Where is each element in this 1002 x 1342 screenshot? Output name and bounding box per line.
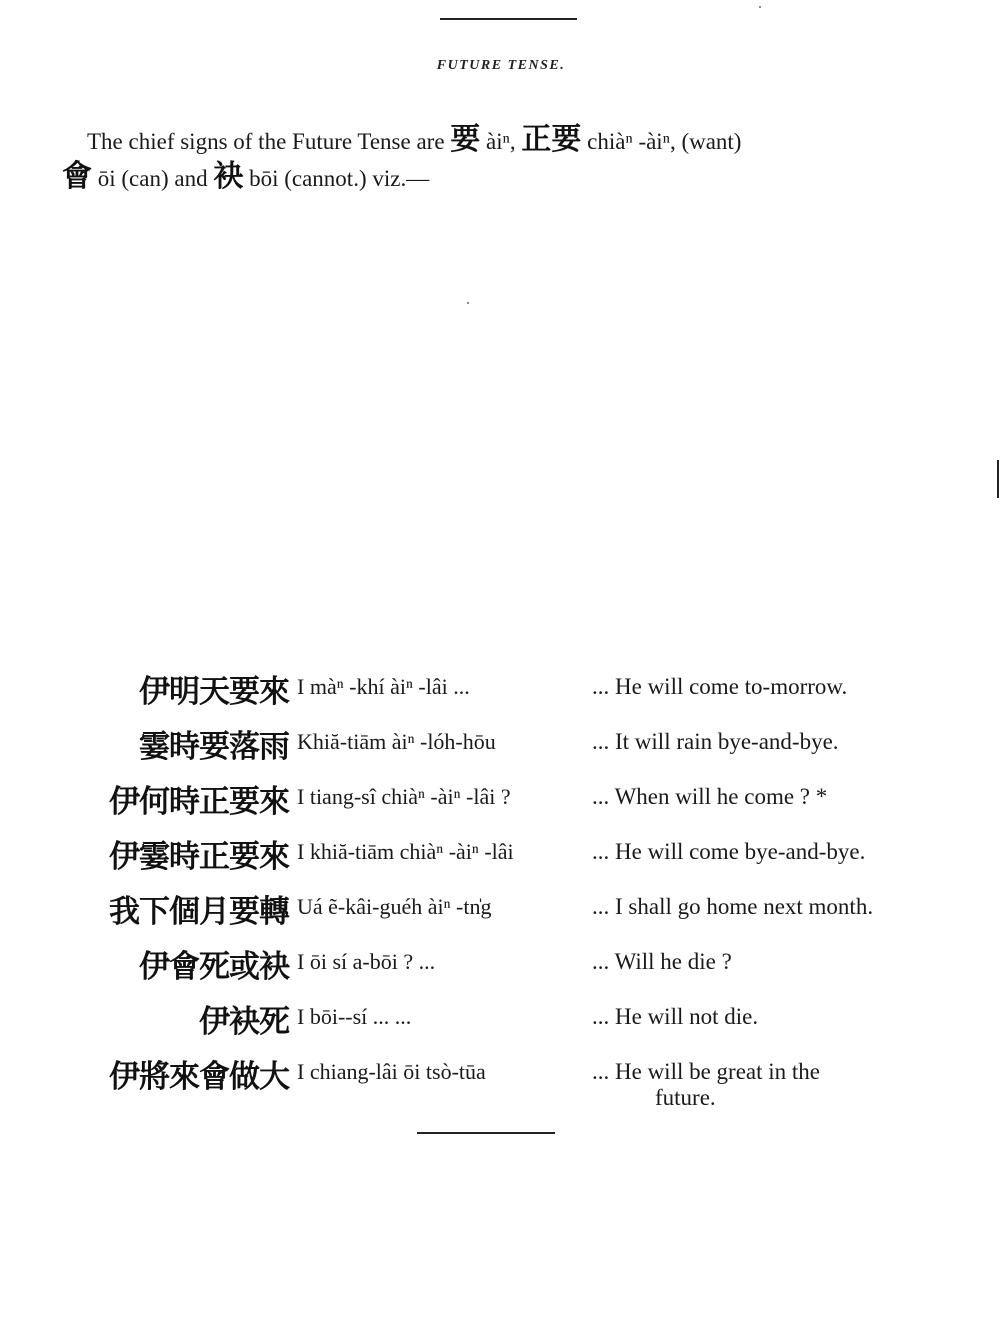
example-translation-text: ... Will he die ? — [592, 949, 732, 974]
example-chinese: 伊何時正要來 — [109, 784, 289, 820]
example-row — [0, 831, 1002, 886]
example-translation — [592, 784, 827, 810]
example-row — [0, 941, 1002, 996]
chinese-character: 會 — [62, 159, 92, 194]
example-translation — [592, 1004, 758, 1030]
example-translation-continuation: future. — [655, 1085, 716, 1110]
example-chinese: 霎時要落雨 — [139, 729, 289, 765]
example-translation-text: ... I shall go home next month. — [592, 894, 874, 919]
example-translation — [592, 729, 839, 755]
example-romanization: I chiang-lâi ōi tsò-tūa — [297, 1059, 486, 1084]
intro-paragraph — [62, 122, 962, 196]
print-speck — [759, 6, 761, 8]
example-row — [0, 776, 1002, 831]
intro-line-2 — [62, 159, 962, 196]
chinese-character: 袂 — [213, 159, 244, 194]
intro-text: ōi (can) and — [92, 166, 214, 191]
example-chinese: 伊袂死 — [199, 1004, 289, 1040]
bottom-rule — [417, 1132, 555, 1134]
example-row — [0, 886, 1002, 941]
example-romanization: Uá ẽ-kâi-guéh àiⁿ -tn̍g — [297, 894, 492, 919]
intro-line-1 — [62, 122, 962, 159]
example-row — [0, 996, 1002, 1051]
intro-text: àiⁿ, — [480, 129, 522, 154]
example-chinese: 伊將來會做大 — [109, 1059, 289, 1095]
example-row — [0, 721, 1002, 776]
example-translation-text: ... It will rain bye-and-bye. — [592, 729, 839, 754]
example-translation — [592, 949, 732, 975]
example-translation — [592, 674, 847, 700]
example-chinese: 我下個月要轉 — [109, 894, 289, 930]
example-romanization: I tiang-sî chiàⁿ -àiⁿ -lâi ? — [297, 784, 511, 809]
example-row — [0, 666, 1002, 721]
example-translation — [592, 894, 873, 920]
example-translation-text: ... He will not die. — [592, 1004, 759, 1029]
example-romanization: Khiă-tiām àiⁿ -lóh-hōu — [297, 729, 496, 754]
example-translation-text: ... He will come to-morrow. — [592, 674, 848, 699]
top-rule — [440, 18, 577, 20]
intro-text: chiàⁿ -àiⁿ, (want) — [581, 129, 742, 154]
example-chinese: 伊明天要來 — [139, 674, 289, 710]
example-chinese: 伊霎時正要來 — [109, 839, 289, 875]
example-romanization: I màⁿ -khí àiⁿ -lâi ... — [297, 674, 470, 699]
intro-text: bōi (cannot.) viz.— — [243, 166, 430, 191]
example-chinese: 伊會死或袂 — [139, 949, 289, 985]
example-romanization: I khiă-tiām chiàⁿ -àiⁿ -lâi — [297, 839, 514, 864]
example-romanization: I ōi sí a-bōi ? ... — [297, 949, 436, 974]
examples-table — [0, 666, 1002, 1110]
example-translation — [592, 839, 865, 865]
chinese-character: 要 — [450, 122, 481, 157]
intro-text: The chief signs of the Future Tense are — [87, 129, 451, 154]
chinese-character: 正要 — [521, 122, 582, 157]
example-translation-text: ... When will he come ? * — [592, 784, 828, 809]
example-romanization: I bōi--sí ... ... — [297, 1004, 412, 1029]
example-translation — [592, 1059, 820, 1110]
example-translation-text: ... He will come bye-and-bye. — [592, 839, 866, 864]
example-row — [0, 1051, 1002, 1110]
margin-mark — [997, 460, 999, 498]
print-speck — [467, 302, 469, 304]
example-translation-text: ... He will be great in the — [592, 1059, 821, 1084]
section-heading: FUTURE TENSE. — [436, 58, 566, 73]
